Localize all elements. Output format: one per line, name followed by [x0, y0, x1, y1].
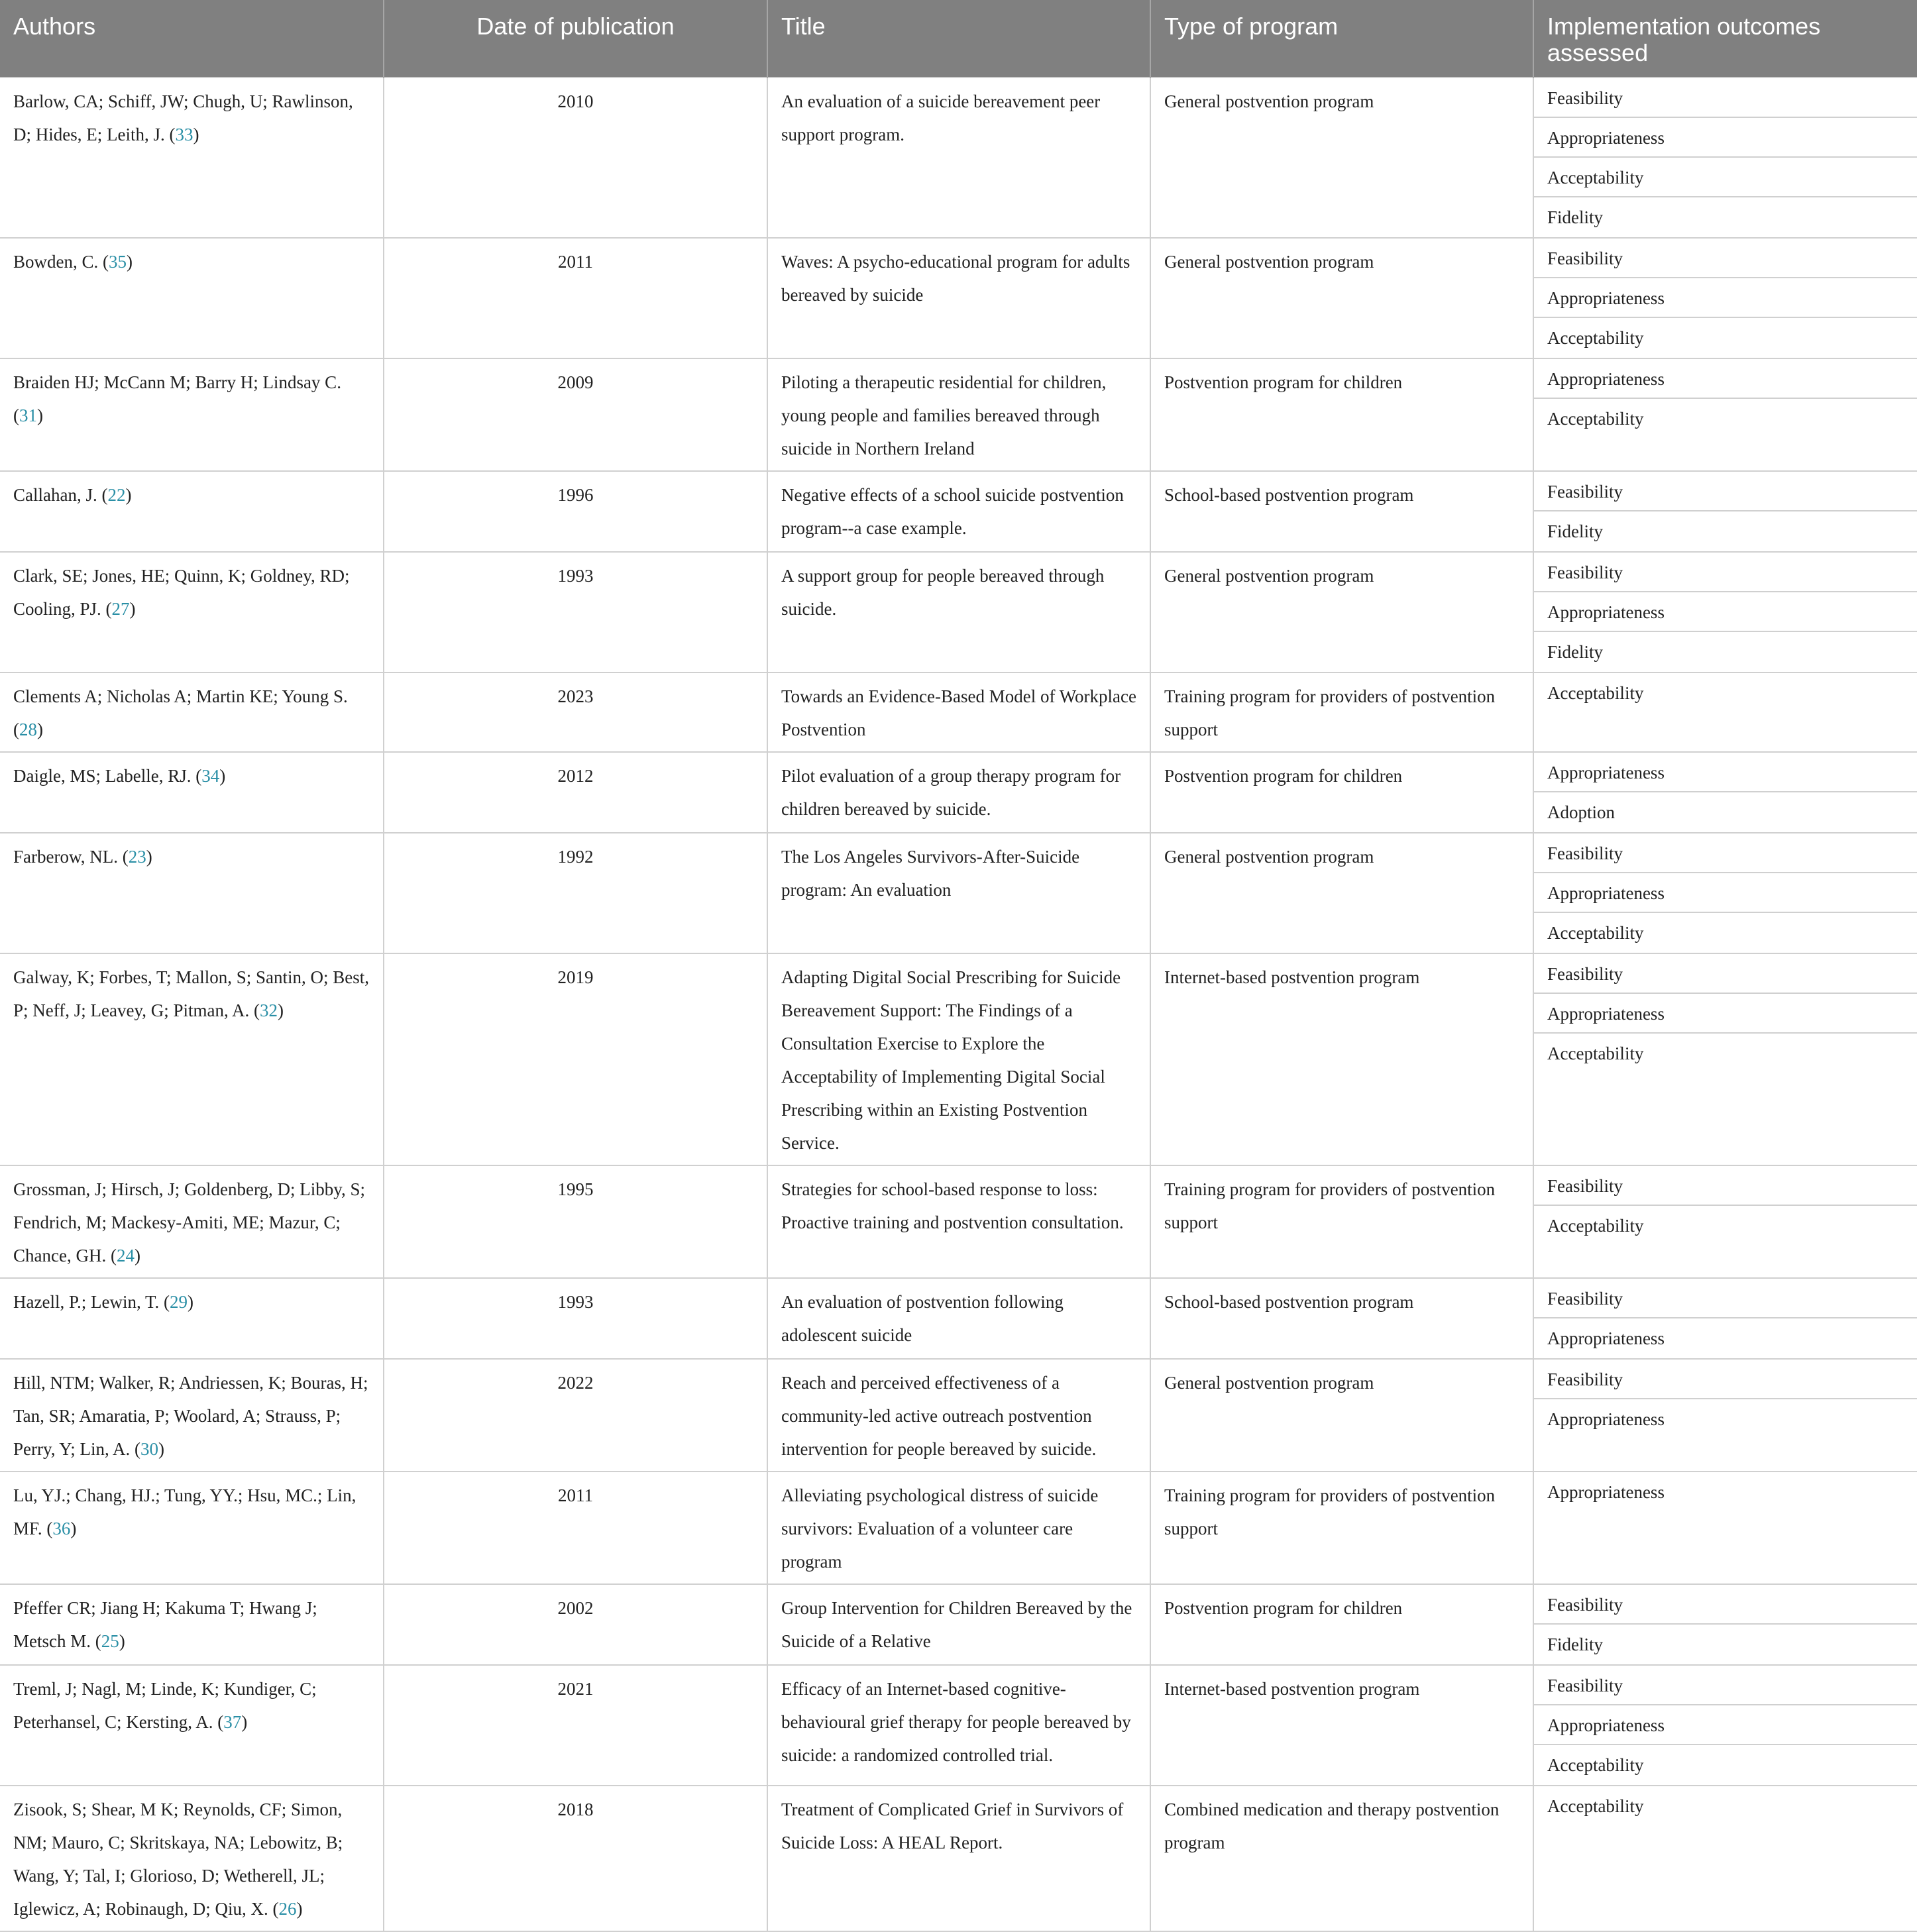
- title-cell: Efficacy of an Internet-based cognitive-behavioural grief therapy for people bereaved by suicide: a randomized controlled trial.: [767, 1665, 1150, 1786]
- outcomes-cell: [1533, 672, 1917, 752]
- table-row: [0, 953, 1917, 1165]
- authors-cell: Clark, SE; Jones, HE; Quinn, K; Goldney, RD; Cooling, PJ. (27): [0, 552, 384, 672]
- table-row: [0, 78, 1917, 238]
- outcome-item: Fidelity: [1547, 207, 1604, 227]
- title-cell: Alleviating psychological distress of suicide survivors: Evaluation of a volunteer care program: [767, 1472, 1150, 1584]
- authors-text: Zisook, S; Shear, M K; Reynolds, CF; Simon, NM; Mauro, C; Skritskaya, NA; Lebowitz, B; Wang, Y; Tal, I; Glorioso, D; Wetherell, JL; Iglewicz, A; Robinaugh, D; Qiu, X.: [13, 1799, 343, 1919]
- outcome-item: Acceptability: [1534, 158, 1917, 197]
- outcomes-cell: [1533, 358, 1917, 471]
- title-cell: Waves: A psycho-educational program for adults bereaved by suicide: [767, 238, 1150, 358]
- program-type-cell: General postvention program: [1150, 552, 1533, 672]
- reference-link[interactable]: 23: [128, 847, 146, 867]
- outcome-item: Appropriateness: [1534, 359, 1917, 399]
- authors-cell: Callahan, J. (22): [0, 471, 384, 552]
- outcomes-cell: [1533, 78, 1917, 238]
- program-type-cell: Combined medication and therapy postvention program: [1150, 1786, 1533, 1931]
- outcome-item: Appropriateness: [1534, 1705, 1917, 1745]
- reference-link[interactable]: 33: [175, 125, 193, 144]
- authors-text: Daigle, MS; Labelle, RJ.: [13, 766, 192, 786]
- date-cell: 2002: [384, 1584, 767, 1665]
- title-cell: Pilot evaluation of a group therapy program for children bereaved by suicide.: [767, 752, 1150, 833]
- table-row: [0, 1472, 1917, 1584]
- outcomes-cell: [1533, 1786, 1917, 1931]
- title-cell: Negative effects of a school suicide postvention program--a case example.: [767, 471, 1150, 552]
- title-cell: Group Intervention for Children Bereaved by the Suicide of a Relative: [767, 1584, 1150, 1665]
- outcome-item: Appropriateness: [1547, 1409, 1665, 1429]
- table-row: [0, 1665, 1917, 1786]
- outcome-item: Feasibility: [1534, 472, 1917, 511]
- authors-text: Hill, NTM; Walker, R; Andriessen, K; Bouras, H; Tan, SR; Amaratia, P; Woolard, A; Strauss, P; Perry, Y; Lin, A.: [13, 1373, 368, 1459]
- authors-cell: Barlow, CA; Schiff, JW; Chugh, U; Rawlinson, D; Hides, E; Leith, J. (33): [0, 78, 384, 238]
- outcome-item: Feasibility: [1534, 553, 1917, 592]
- program-type-cell: Postvention program for children: [1150, 1584, 1533, 1665]
- title-cell: An evaluation of postvention following adolescent suicide: [767, 1278, 1150, 1359]
- reference-link[interactable]: 30: [140, 1439, 159, 1459]
- authors-text: Grossman, J; Hirsch, J; Goldenberg, D; Libby, S; Fendrich, M; Mackesy-Amiti, ME; Mazur, C; Chance, GH.: [13, 1179, 365, 1265]
- authors-cell: Hill, NTM; Walker, R; Andriessen, K; Bouras, H; Tan, SR; Amaratia, P; Woolard, A; Strauss, P; Perry, Y; Lin, A. (30): [0, 1359, 384, 1472]
- outcome-item: Feasibility: [1534, 1585, 1917, 1625]
- outcomes-cell: [1533, 1278, 1917, 1359]
- header-type: Type of program: [1150, 0, 1533, 78]
- date-cell: 2009: [384, 358, 767, 471]
- outcomes-cell: [1533, 1584, 1917, 1665]
- authors-cell: Daigle, MS; Labelle, RJ. (34): [0, 752, 384, 833]
- date-cell: 2011: [384, 1472, 767, 1584]
- table-row: [0, 1786, 1917, 1931]
- outcome-item: Acceptability: [1547, 1216, 1644, 1236]
- table-row: [0, 552, 1917, 672]
- date-cell: 1993: [384, 1278, 767, 1359]
- outcomes-cell: [1533, 471, 1917, 552]
- reference-link[interactable]: 27: [111, 599, 130, 619]
- outcome-item: Appropriateness: [1534, 873, 1917, 913]
- reference-link[interactable]: 22: [107, 485, 126, 505]
- program-type-cell: School-based postvention program: [1150, 1278, 1533, 1359]
- program-type-cell: General postvention program: [1150, 238, 1533, 358]
- outcome-item: Acceptability: [1547, 923, 1644, 943]
- table-row: [0, 358, 1917, 471]
- date-cell: 2021: [384, 1665, 767, 1786]
- date-cell: 2019: [384, 953, 767, 1165]
- reference-link[interactable]: 35: [109, 252, 127, 272]
- reference-link[interactable]: 24: [116, 1246, 135, 1265]
- date-cell: 1992: [384, 833, 767, 953]
- title-cell: Piloting a therapeutic residential for children, young people and families bereaved through suicide in Northern Ireland: [767, 358, 1150, 471]
- reference-link[interactable]: 25: [101, 1631, 119, 1651]
- table-row: [0, 672, 1917, 752]
- outcome-item: Feasibility: [1534, 1166, 1917, 1206]
- title-cell: Adapting Digital Social Prescribing for Suicide Bereavement Support: The Findings of a Consultation Exercise to Explore the Acceptability of Implementing Digital Social Prescribing within an Existing Postvention Service.: [767, 953, 1150, 1165]
- outcome-item: Appropriateness: [1547, 1482, 1665, 1502]
- date-cell: 2022: [384, 1359, 767, 1472]
- reference-link[interactable]: 26: [278, 1899, 297, 1919]
- reference-link[interactable]: 32: [259, 1000, 278, 1020]
- title-cell: An evaluation of a suicide bereavement peer support program.: [767, 78, 1150, 238]
- authors-text: Callahan, J.: [13, 485, 97, 505]
- table-row: [0, 1584, 1917, 1665]
- authors-cell: Farberow, NL. (23): [0, 833, 384, 953]
- outcome-item: Acceptability: [1547, 1796, 1644, 1816]
- program-type-cell: School-based postvention program: [1150, 471, 1533, 552]
- program-type-cell: Internet-based postvention program: [1150, 1665, 1533, 1786]
- authors-cell: Grossman, J; Hirsch, J; Goldenberg, D; Libby, S; Fendrich, M; Mackesy-Amiti, ME; Mazur, C; Chance, GH. (24): [0, 1165, 384, 1278]
- header-authors: Authors: [0, 0, 384, 78]
- authors-text: Barlow, CA; Schiff, JW; Chugh, U; Rawlinson, D; Hides, E; Leith, J.: [13, 91, 353, 144]
- outcomes-cell: [1533, 552, 1917, 672]
- outcome-item: Appropriateness: [1534, 753, 1917, 792]
- date-cell: 2018: [384, 1786, 767, 1931]
- authors-text: Lu, YJ.; Chang, HJ.; Tung, YY.; Hsu, MC.; Lin, MF.: [13, 1485, 356, 1538]
- outcomes-cell: [1533, 1165, 1917, 1278]
- authors-cell: Treml, J; Nagl, M; Linde, K; Kundiger, C; Peterhansel, C; Kersting, A. (37): [0, 1665, 384, 1786]
- outcome-item: Appropriateness: [1534, 592, 1917, 632]
- date-cell: 2023: [384, 672, 767, 752]
- date-cell: 2011: [384, 238, 767, 358]
- reference-link[interactable]: 34: [201, 766, 220, 786]
- table-row: [0, 1359, 1917, 1472]
- authors-text: Bowden, C.: [13, 252, 99, 272]
- authors-text: Clark, SE; Jones, HE; Quinn, K; Goldney, RD; Cooling, PJ.: [13, 566, 350, 619]
- date-cell: 1996: [384, 471, 767, 552]
- reference-link[interactable]: 28: [19, 720, 37, 739]
- reference-link[interactable]: 29: [169, 1292, 188, 1312]
- header-outcomes: Implementation outcomes assessed: [1533, 0, 1917, 78]
- outcome-item: Adoption: [1547, 802, 1616, 822]
- authors-text: Galway, K; Forbes, T; Mallon, S; Santin, O; Best, P; Neff, J; Leavey, G; Pitman, A.: [13, 967, 369, 1020]
- outcome-item: Appropriateness: [1547, 1328, 1665, 1348]
- title-cell: Reach and perceived effectiveness of a community-led active outreach postvention intervention for people bereaved by suicide.: [767, 1359, 1150, 1472]
- reference-link[interactable]: 37: [223, 1712, 242, 1732]
- header-row: [0, 0, 1917, 78]
- outcome-item: Feasibility: [1534, 1360, 1917, 1399]
- outcome-item: Feasibility: [1534, 833, 1917, 873]
- program-type-cell: Training program for providers of postvention support: [1150, 1165, 1533, 1278]
- title-cell: The Los Angeles Survivors-After-Suicide program: An evaluation: [767, 833, 1150, 953]
- outcome-item: Acceptability: [1547, 1755, 1644, 1775]
- date-cell: 2010: [384, 78, 767, 238]
- outcomes-cell: [1533, 752, 1917, 833]
- program-type-cell: Internet-based postvention program: [1150, 953, 1533, 1165]
- table-row: [0, 471, 1917, 552]
- outcomes-cell: [1533, 833, 1917, 953]
- program-type-cell: Training program for providers of postvention support: [1150, 1472, 1533, 1584]
- program-type-cell: Postvention program for children: [1150, 358, 1533, 471]
- reference-link[interactable]: 31: [19, 405, 37, 425]
- outcome-item: Fidelity: [1547, 521, 1604, 541]
- outcome-item: Feasibility: [1534, 78, 1917, 118]
- outcomes-cell: [1533, 1472, 1917, 1584]
- outcome-item: Feasibility: [1534, 239, 1917, 278]
- title-cell: Strategies for school-based response to loss: Proactive training and postvention consultation.: [767, 1165, 1150, 1278]
- outcome-item: Appropriateness: [1534, 118, 1917, 158]
- authors-text: Hazell, P.; Lewin, T.: [13, 1292, 160, 1312]
- outcome-item: Acceptability: [1547, 683, 1644, 703]
- outcome-item: Feasibility: [1534, 1279, 1917, 1318]
- outcomes-cell: [1533, 238, 1917, 358]
- authors-cell: Clements A; Nicholas A; Martin KE; Young S. (28): [0, 672, 384, 752]
- program-type-cell: General postvention program: [1150, 1359, 1533, 1472]
- authors-text: Farberow, NL.: [13, 847, 118, 867]
- authors-cell: Zisook, S; Shear, M K; Reynolds, CF; Simon, NM; Mauro, C; Skritskaya, NA; Lebowitz, B; Wang, Y; Tal, I; Glorioso, D; Wetherell, JL; Iglewicz, A; Robinaugh, D; Qiu, X. (26): [0, 1786, 384, 1931]
- authors-cell: Hazell, P.; Lewin, T. (29): [0, 1278, 384, 1359]
- date-cell: 2012: [384, 752, 767, 833]
- header-date: Date of publication: [384, 0, 767, 78]
- authors-cell: Braiden HJ; McCann M; Barry H; Lindsay C. (31): [0, 358, 384, 471]
- outcomes-cell: [1533, 1665, 1917, 1786]
- authors-cell: Pfeffer CR; Jiang H; Kakuma T; Hwang J; Metsch M. (25): [0, 1584, 384, 1665]
- reference-link[interactable]: 36: [52, 1519, 71, 1538]
- program-type-cell: Training program for providers of postvention support: [1150, 672, 1533, 752]
- outcomes-cell: [1533, 1359, 1917, 1472]
- authors-text: Clements A; Nicholas A; Martin KE; Young S.: [13, 686, 348, 706]
- outcome-item: Appropriateness: [1534, 994, 1917, 1034]
- authors-cell: Lu, YJ.; Chang, HJ.; Tung, YY.; Hsu, MC.; Lin, MF. (36): [0, 1472, 384, 1584]
- outcome-item: Acceptability: [1547, 328, 1644, 348]
- outcome-item: Fidelity: [1547, 642, 1604, 662]
- table-row: [0, 833, 1917, 953]
- outcomes-cell: [1533, 953, 1917, 1165]
- title-cell: Treatment of Complicated Grief in Survivors of Suicide Loss: A HEAL Report.: [767, 1786, 1150, 1931]
- outcome-item: Feasibility: [1534, 954, 1917, 994]
- authors-text: Treml, J; Nagl, M; Linde, K; Kundiger, C; Peterhansel, C; Kersting, A.: [13, 1679, 317, 1732]
- outcome-item: Appropriateness: [1534, 278, 1917, 318]
- table-row: [0, 752, 1917, 833]
- outcome-item: Feasibility: [1534, 1666, 1917, 1705]
- date-cell: 1993: [384, 552, 767, 672]
- outcome-item: Acceptability: [1547, 1044, 1644, 1063]
- program-type-cell: General postvention program: [1150, 78, 1533, 238]
- authors-text: Pfeffer CR; Jiang H; Kakuma T; Hwang J; Metsch M.: [13, 1598, 317, 1651]
- table-row: [0, 1278, 1917, 1359]
- table-row: [0, 238, 1917, 358]
- outcome-item: Fidelity: [1547, 1635, 1604, 1654]
- program-type-cell: General postvention program: [1150, 833, 1533, 953]
- title-cell: A support group for people bereaved through suicide.: [767, 552, 1150, 672]
- program-type-cell: Postvention program for children: [1150, 752, 1533, 833]
- header-title: Title: [767, 0, 1150, 78]
- authors-cell: Galway, K; Forbes, T; Mallon, S; Santin, O; Best, P; Neff, J; Leavey, G; Pitman, A. (32): [0, 953, 384, 1165]
- authors-text: Braiden HJ; McCann M; Barry H; Lindsay C.: [13, 372, 341, 392]
- date-cell: 1995: [384, 1165, 767, 1278]
- authors-cell: Bowden, C. (35): [0, 238, 384, 358]
- table-row: [0, 1165, 1917, 1278]
- title-cell: Towards an Evidence-Based Model of Workplace Postvention: [767, 672, 1150, 752]
- outcome-item: Acceptability: [1547, 409, 1644, 429]
